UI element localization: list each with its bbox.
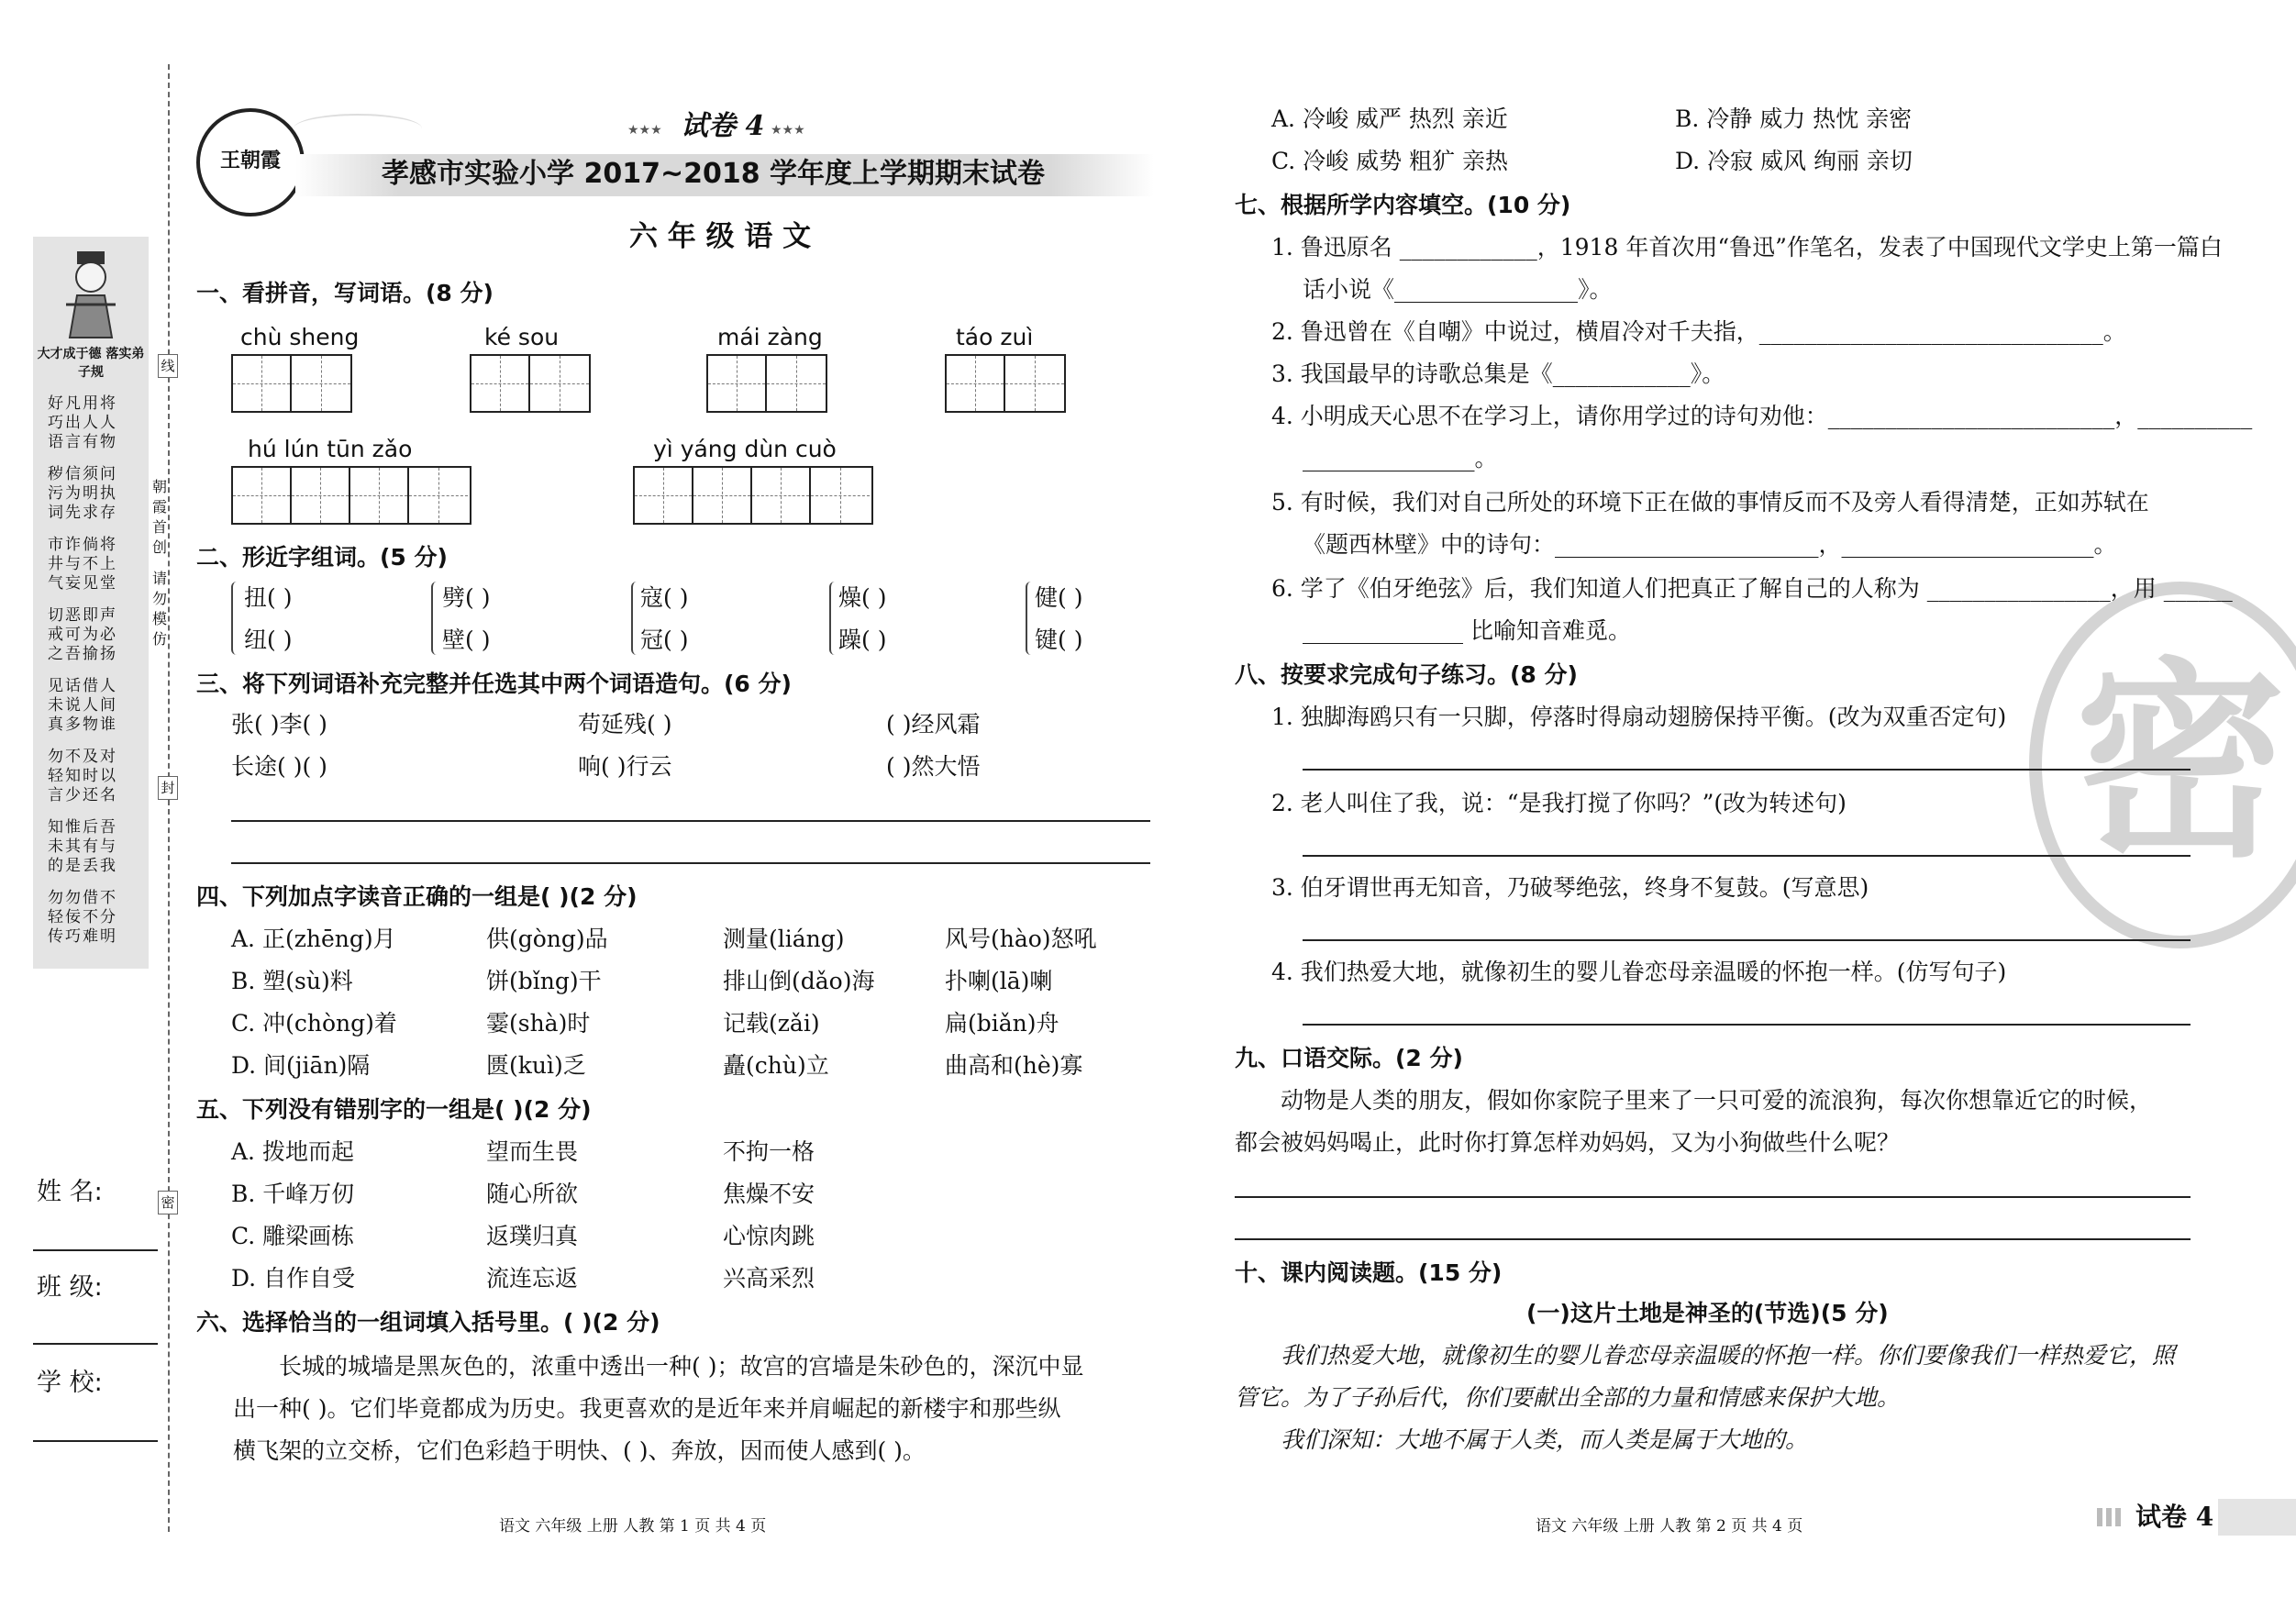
maxim-line: 轻佞不分 <box>48 908 117 926</box>
q3-title: 三、将下列词语补充完整并任选其中两个词语造句。(6 分) <box>196 671 792 697</box>
vertical-note-1: 朝霞首创 <box>152 478 168 556</box>
q2-item-4a: 燥( ) <box>838 584 887 611</box>
q4-a1: A. 正(zhēng)月 <box>231 926 396 952</box>
q7-line-7: 5. 有时候，我们对自己所处的环境下正在做的事情反而不及旁人看得清楚，正如苏轼在 <box>1271 489 2149 516</box>
option-d: D. 冷寂 威风 绚丽 亲切 <box>1675 148 1913 174</box>
logo-text: 王朝霞 <box>219 149 281 172</box>
maxim-line: 言少还名 <box>48 786 117 804</box>
maxim-line: 切恶即声 <box>48 606 117 625</box>
q7-line-1: 1. 鲁迅原名 ____________，1918 年首次用“鲁迅”作笔名，发表了中国现代文学史上第一篇白 <box>1271 234 2223 261</box>
q8-item-3: 3. 伯牙谓世再无知音，乃破琴绝弦，终身不复鼓。(写意思) <box>1271 874 1869 901</box>
class-field[interactable] <box>33 1343 158 1345</box>
q10-subtitle: (一)这片土地是神圣的(节选)(5 分) <box>1526 1300 1889 1326</box>
subject-title: 六 年 级 语 文 <box>629 220 812 253</box>
watermark-seal <box>2029 582 2296 948</box>
q5-d3: 兴高采烈 <box>723 1265 815 1292</box>
brace-4 <box>829 582 837 655</box>
q7-line-10: ______________ 比喻知音难觅。 <box>1303 617 1631 644</box>
maxim-line: 市诈倘将 <box>48 536 117 554</box>
q4-c2: 霎(shà)时 <box>486 1010 591 1037</box>
q7-line-3: 2. 鲁迅曾在《自嘲》中说过，横眉冷对千夫指，______________________________。 <box>1271 318 2126 345</box>
q4-a3: 测量(liáng) <box>723 926 845 952</box>
pinyin-4: táo zuì <box>956 324 1034 350</box>
q7-line-9: 6. 学了《伯牙绝弦》后，我们知道人们把真正了解自己的人称为 ________________，用 ______ <box>1271 575 2233 602</box>
q2-item-4b: 躁( ) <box>838 627 887 653</box>
writing-grid-5[interactable] <box>231 466 471 525</box>
q4-c1: C. 冲(chòng)着 <box>231 1010 397 1037</box>
maxim-line: 巧出人人 <box>48 414 117 432</box>
maxim-line: 词先求存 <box>48 504 117 522</box>
q4-d1: D. 间(jiān)隔 <box>231 1052 371 1079</box>
maxim-line: 气妄见堂 <box>48 574 117 593</box>
q3-answer-line-1[interactable] <box>231 820 1150 822</box>
q5-a3: 不拘一格 <box>723 1138 815 1165</box>
maxim-line: 见话借人 <box>48 677 117 695</box>
seal-mark-line: 线 <box>158 354 178 378</box>
name-label: 姓 名: <box>37 1178 103 1206</box>
q5-c1: C. 雕梁画栋 <box>231 1223 355 1249</box>
q9-line-2: 都会被妈妈喝止，此时你打算怎样劝妈妈，又为小狗做些什么呢？ <box>1235 1129 1901 1156</box>
q2-title: 二、形近字组词。(5 分) <box>196 544 448 571</box>
q4-b1: B. 塑(sù)料 <box>231 968 353 994</box>
q3-r2-a: 长途( )( ) <box>231 753 327 780</box>
q4-c4: 扁(biǎn)舟 <box>945 1010 1059 1037</box>
scholar-figure-icon <box>59 250 123 341</box>
maxim-line: 污为明执 <box>48 484 117 503</box>
q5-d1: D. 自作自受 <box>231 1265 356 1292</box>
q5-a2: 望而生畏 <box>486 1138 579 1165</box>
maxim-line: 勿不及对 <box>48 748 117 766</box>
brace-1 <box>231 582 238 655</box>
q8-answer-2[interactable] <box>1303 855 2191 857</box>
ribbon-decoration <box>294 114 422 143</box>
q9-answer-2[interactable] <box>1235 1238 2191 1240</box>
maxim-line: 之吾揄扬 <box>48 645 117 663</box>
q4-b4: 扑喇(lā)喇 <box>945 968 1053 994</box>
sidebar-maxims <box>48 394 139 947</box>
school-label: 学 校: <box>37 1369 103 1397</box>
school-field[interactable] <box>33 1440 158 1442</box>
q5-b3: 焦燥不安 <box>723 1181 815 1207</box>
writing-grid-1[interactable] <box>231 354 352 413</box>
q10-line-1: 我们热爱大地，就像初生的婴儿眷恋母亲温暖的怀抱一样。你们要像我们一样热爱它，照 <box>1281 1342 2176 1369</box>
q4-c3: 记载(zǎi) <box>723 1010 820 1037</box>
brace-3 <box>631 582 638 655</box>
maxim-line: 勿勿借不 <box>48 889 117 907</box>
maxim-line: 真多物谁 <box>48 715 117 734</box>
q2-item-3b: 冠( ) <box>640 627 689 653</box>
q5-d2: 流连忘返 <box>486 1265 579 1292</box>
page-tag-decoration <box>2097 1508 2124 1526</box>
vertical-note-2: 请勿模仿 <box>152 570 168 648</box>
q4-a4: 风号(hào)怒吼 <box>945 926 1097 952</box>
seal-mark-seal: 封 <box>158 776 178 800</box>
right-footer: 语文 六年级 上册 人教 第 2 页 共 4 页 <box>1536 1517 1803 1536</box>
q3-r1-c: ( )经风霜 <box>886 711 981 738</box>
q7-line-2: 话小说《________________》。 <box>1303 276 1613 303</box>
exam-title: 孝感市实验小学 2017~2018 学年度上学期期末试卷 <box>382 158 1046 190</box>
q8-item-2: 2. 老人叫住了我，说：“是我打搅了你吗？”(改为转述句) <box>1271 790 1847 816</box>
q8-answer-3[interactable] <box>1303 939 2191 941</box>
q4-b3: 排山倒(dǎo)海 <box>723 968 875 994</box>
q4-d3: 矗(chù)立 <box>723 1052 829 1079</box>
q6-title: 六、选择恰当的一组词填入括号里。( )(2 分) <box>196 1309 660 1336</box>
q8-answer-4[interactable] <box>1303 1024 2191 1026</box>
q3-answer-line-2[interactable] <box>231 862 1150 864</box>
q4-a2: 供(gòng)品 <box>486 926 608 952</box>
q4-d2: 匮(kuì)乏 <box>486 1052 586 1079</box>
paper-label: 试卷 4 <box>681 110 765 142</box>
maxim-line: 的是丢我 <box>48 857 117 875</box>
seal-mark-secret: 密 <box>158 1191 178 1214</box>
pinyin-5: hú lún tūn zǎo <box>248 436 413 462</box>
q3-r1-a: 张( )李( ) <box>231 711 327 738</box>
pinyin-2: ké sou <box>484 324 560 350</box>
maxim-line: 秽信须问 <box>48 465 117 483</box>
q8-title: 八、按要求完成句子练习。(8 分) <box>1235 661 1578 688</box>
name-field[interactable] <box>33 1249 158 1251</box>
q4-title: 四、下列加点字读音正确的一组是( )(2 分) <box>196 883 638 910</box>
pinyin-6: yì yáng dùn cuò <box>653 436 837 462</box>
q10-title: 十、课内阅读题。(15 分) <box>1235 1259 1503 1286</box>
writing-grid-3[interactable] <box>706 354 827 413</box>
q2-item-2a: 劈( ) <box>442 584 491 611</box>
q5-b1: B. 千峰万仞 <box>231 1181 355 1207</box>
maxim-line: 戒可为必 <box>48 626 117 644</box>
q5-c2: 返璞归真 <box>486 1223 579 1249</box>
q8-item-4: 4. 我们热爱大地，就像初生的婴儿眷恋母亲温暖的怀抱一样。(仿写句子) <box>1271 959 2007 985</box>
sidebar-motto: 大才成于德 落实弟子规 <box>37 347 145 380</box>
maxim-line: 轻知时以 <box>48 767 117 785</box>
q9-title: 九、口语交际。(2 分) <box>1235 1045 1463 1071</box>
left-footer: 语文 六年级 上册 人教 第 1 页 共 4 页 <box>499 1517 767 1536</box>
paper-stars-right: ★★★ <box>771 123 805 138</box>
q8-answer-1[interactable] <box>1303 769 2191 771</box>
q10-line-3: 我们深知：大地不属于人类，而人类是属于大地的。 <box>1281 1426 1809 1453</box>
q2-item-1a: 扭( ) <box>244 584 293 611</box>
maxim-line: 未其有与 <box>48 837 117 856</box>
watermark-char: 密 <box>2075 641 2287 886</box>
q10-line-2: 管它。为了子孙后代，你们要献出全部的力量和情感来保护大地。 <box>1235 1384 1901 1411</box>
writing-grid-4[interactable] <box>945 354 1066 413</box>
maxim-line: 知惟后吾 <box>48 818 117 837</box>
q5-c3: 心惊肉跳 <box>723 1223 815 1249</box>
q2-item-5b: 键( ) <box>1035 627 1083 653</box>
option-c: C. 冷峻 威势 粗犷 亲热 <box>1271 148 1508 174</box>
q4-d4: 曲高和(hè)寡 <box>945 1052 1083 1079</box>
page-tag: 试卷 4 <box>2135 1502 2214 1532</box>
q5-a1: A. 拨地而起 <box>231 1138 354 1165</box>
q2-item-5a: 健( ) <box>1035 584 1083 611</box>
maxim-line: 语言有物 <box>48 433 117 451</box>
q6-line-2: 出一种( )。它们毕竟都成为历史。我更喜欢的是近年来并肩崛起的新楼宇和那些纵 <box>233 1395 1061 1422</box>
writing-grid-6[interactable] <box>633 466 873 525</box>
q3-r2-b: 响( )行云 <box>578 753 672 780</box>
maxim-line: 传巧难明 <box>48 927 117 946</box>
q3-r1-b: 苟延残( ) <box>578 711 672 738</box>
page-tag-bar <box>2218 1499 2296 1536</box>
option-b: B. 冷静 威力 热忱 亲密 <box>1675 105 1913 132</box>
q5-b2: 随心所欲 <box>486 1181 579 1207</box>
maxim-line: 好凡用将 <box>48 394 117 413</box>
maxim-line: 未说人间 <box>48 696 117 715</box>
pinyin-1: chù sheng <box>240 324 360 350</box>
q4-b2: 饼(bǐng)干 <box>486 968 602 994</box>
q9-line-1: 动物是人类的朋友，假如你家院子里来了一只可爱的流浪狗，每次你想靠近它的时候， <box>1281 1087 2153 1114</box>
q7-line-8: 《题西林壁》中的诗句：_______________________，______________________。 <box>1303 531 2117 558</box>
pinyin-3: mái zàng <box>717 324 823 350</box>
maxim-line: 井与不上 <box>48 555 117 573</box>
q5-title: 五、下列没有错别字的一组是( )(2 分) <box>196 1096 592 1123</box>
q1-title: 一、看拼音，写词语。(8 分) <box>196 280 494 306</box>
q2-item-1b: 纽( ) <box>244 627 293 653</box>
q6-line-3: 横飞架的立交桥，它们色彩趋于明快、( )、奔放，因而使人感到( )。 <box>233 1437 926 1464</box>
q9-answer-1[interactable] <box>1235 1196 2191 1198</box>
writing-grid-2[interactable] <box>470 354 591 413</box>
brace-5 <box>1026 582 1033 655</box>
paper-stars-left: ★★★ <box>627 123 662 138</box>
q7-line-5: 4. 小明成天心思不在学习上，请你用学过的诗句劝他：_________________________，__________ <box>1271 403 2253 429</box>
q7-line-4: 3. 我国最早的诗歌总集是《____________》。 <box>1271 360 1725 387</box>
class-label: 班 级: <box>37 1273 103 1302</box>
q7-title: 七、根据所学内容填空。(10 分) <box>1235 192 1571 218</box>
sidebar-motto-panel <box>33 237 149 969</box>
brace-2 <box>431 582 438 655</box>
q8-item-1: 1. 独脚海鸥只有一只脚，停落时得扇动翅膀保持平衡。(改为双重否定句) <box>1271 704 2007 730</box>
option-a: A. 冷峻 威严 热烈 亲近 <box>1271 105 1508 132</box>
brand-logo <box>196 108 305 216</box>
q7-line-6: _______________。 <box>1303 445 1498 471</box>
q2-item-2b: 壁( ) <box>442 627 491 653</box>
q6-line-1: 长城的城墙是黑灰色的，浓重中透出一种( )；故宫的宫墙是朱砂色的，深沉中显 <box>279 1353 1084 1380</box>
q2-item-3a: 寇( ) <box>640 584 689 611</box>
q3-r2-c: ( )然大悟 <box>886 753 981 780</box>
